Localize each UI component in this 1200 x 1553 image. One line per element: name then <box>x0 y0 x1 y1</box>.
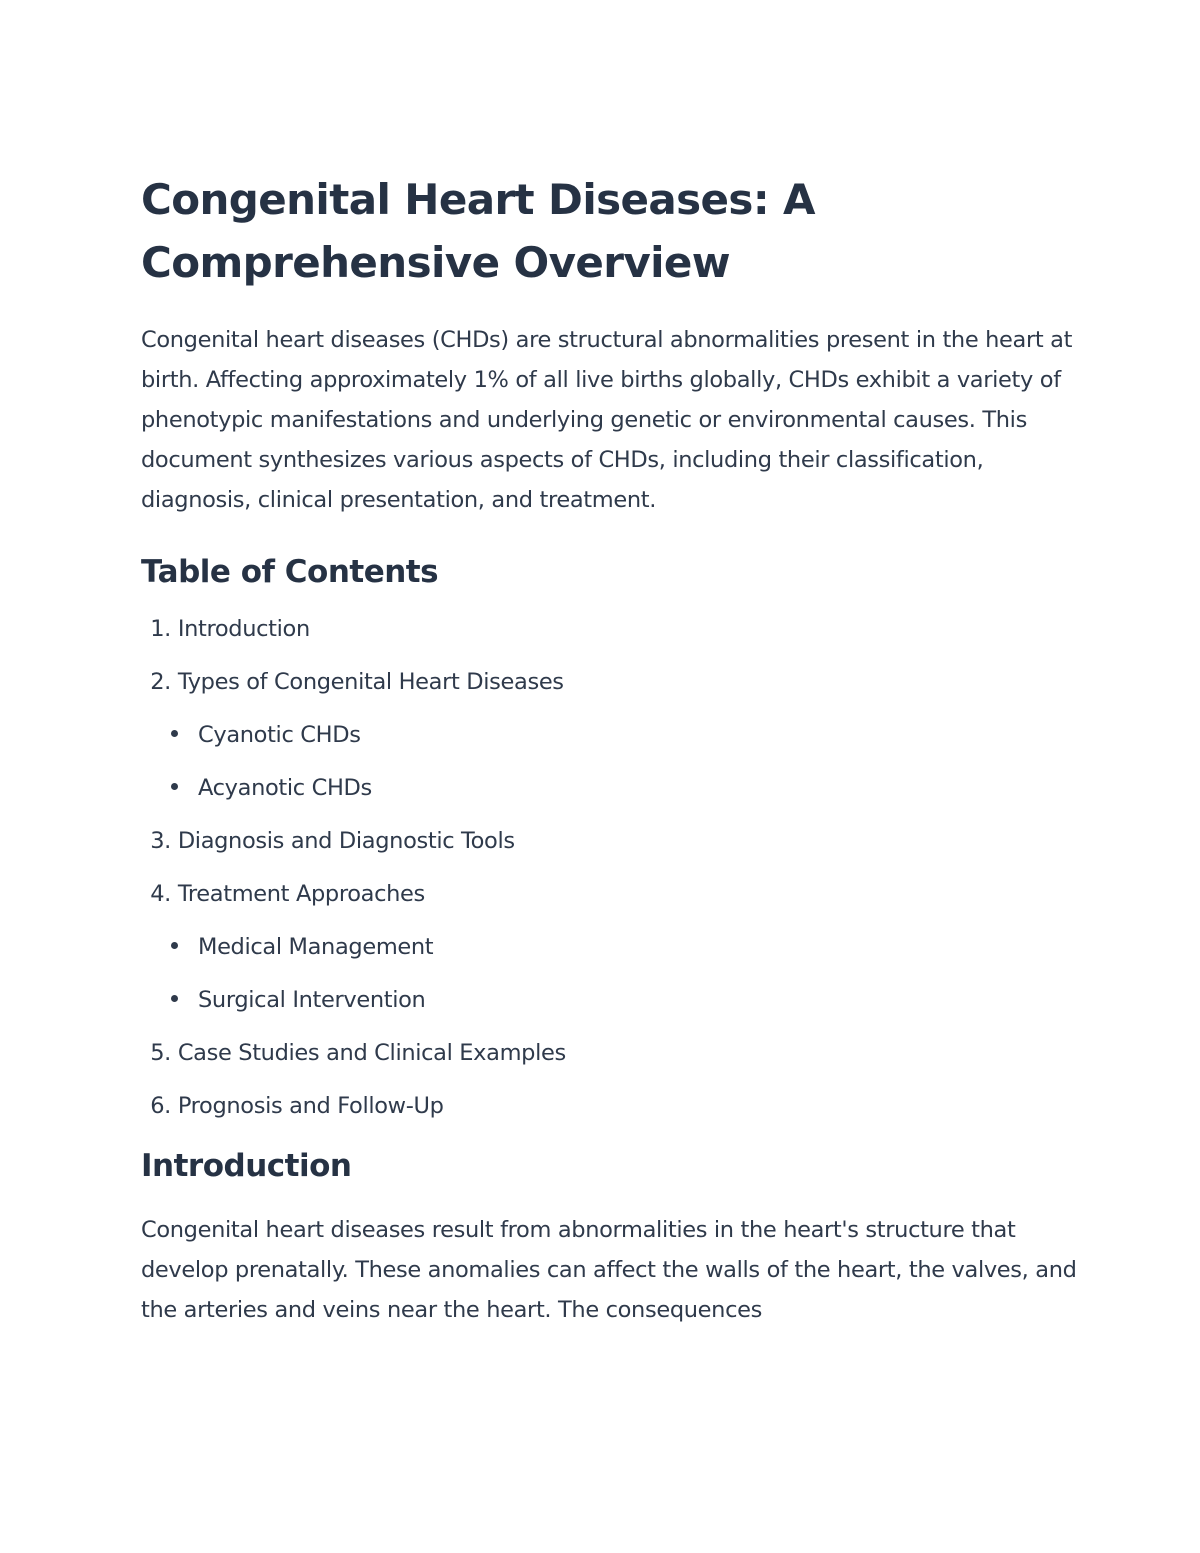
toc-item-label: Types of Congenital Heart Diseases <box>177 669 564 695</box>
toc-item-number: 5. <box>150 1040 171 1066</box>
bullet-icon <box>171 995 178 1002</box>
toc-item-case-studies <box>141 1038 1081 1069</box>
toc-item-label: Introduction <box>177 616 310 642</box>
bullet-icon <box>171 942 178 949</box>
toc-item-label: Case Studies and Clinical Examples <box>177 1040 566 1066</box>
toc-subitem-label: Medical Management <box>198 934 434 960</box>
toc-subitem-cyanotic <box>141 720 1081 751</box>
toc-item-treatment <box>141 879 1081 910</box>
intro-paragraph: Congenital heart diseases (CHDs) are structural abnormalities present in the heart at birth. Affecting approximately 1% of all live births globally, CHDs exhibit a variety of phenotypic manifestations and underlying genetic or environmental causes. This document synthesizes various aspects of CHDs, including their classification, diagnosis, clinical presentation, and treatment. <box>141 327 1073 513</box>
table-of-contents <box>141 614 1081 1122</box>
toc-item-prognosis <box>141 1091 1081 1122</box>
introduction-heading: Introduction <box>141 1148 352 1184</box>
toc-subitem-surgical <box>141 985 1081 1016</box>
toc-subitem-label: Surgical Intervention <box>198 987 426 1013</box>
toc-subitem-medical <box>141 932 1081 963</box>
toc-subitem-acyanotic <box>141 773 1081 804</box>
bullet-icon <box>171 730 178 737</box>
toc-item-introduction <box>141 614 1081 645</box>
introduction-paragraph: Congenital heart diseases result from abnormalities in the heart's structure that develop prenatally. These anomalies can affect the walls of the heart, the valves, and the arteries and veins near the heart. The consequences <box>141 1217 1077 1323</box>
toc-item-number: 4. <box>150 881 171 907</box>
toc-item-label: Treatment Approaches <box>177 881 425 907</box>
page-title: Congenital Heart Diseases: A Comprehensive Overview <box>141 175 815 287</box>
bullet-icon <box>171 783 178 790</box>
toc-item-number: 6. <box>150 1093 171 1119</box>
toc-subitem-label: Cyanotic CHDs <box>198 722 361 748</box>
document-page <box>141 168 1081 1330</box>
toc-heading: Table of Contents <box>141 554 439 590</box>
toc-item-number: 3. <box>150 828 171 854</box>
toc-subitem-label: Acyanotic CHDs <box>198 775 372 801</box>
toc-item-number: 2. <box>150 669 171 695</box>
toc-item-diagnosis <box>141 826 1081 857</box>
toc-item-types <box>141 667 1081 698</box>
toc-item-label: Prognosis and Follow-Up <box>177 1093 444 1119</box>
toc-item-label: Diagnosis and Diagnostic Tools <box>177 828 515 854</box>
toc-item-number: 1. <box>150 616 171 642</box>
